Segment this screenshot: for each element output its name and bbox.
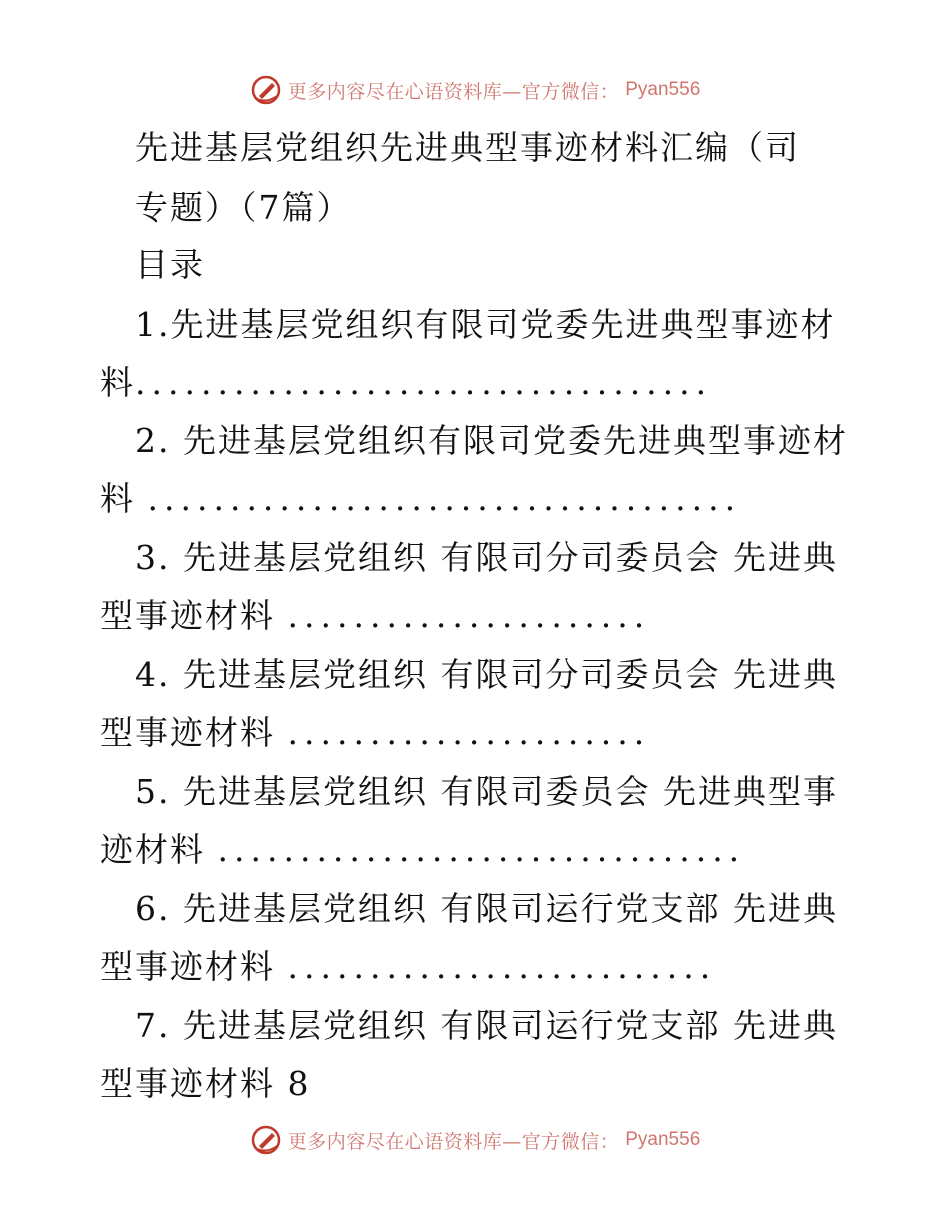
watermark-handle: Pyan556 xyxy=(625,79,701,100)
toc-entry-7-second[interactable]: 型事迹材料 8 xyxy=(100,1064,311,1103)
watermark-text: 更多内容尽在心语资料库—官方微信： xyxy=(287,1130,620,1153)
toc-entry-4-second[interactable]: 型事迹材料 ...................... xyxy=(100,713,651,752)
toc-entry-1-second[interactable]: 料................................... xyxy=(100,363,713,402)
toc-entry-6-second[interactable]: 型事迹材料 .......................... xyxy=(100,947,717,986)
toc-entry-1-first[interactable]: 1.先进基层党组织有限司党委先进典型事迹材 xyxy=(135,305,836,344)
toc-entry-2-first[interactable]: 2. 先进基层党组织有限司党委先进典型事迹材 xyxy=(135,421,848,460)
toc-entry-7-first[interactable]: 7. 先进基层党组织 有限司运行党支部 先进典 xyxy=(135,1006,838,1045)
footer-watermark xyxy=(0,1120,950,1160)
toc-entry-6-first[interactable]: 6. 先进基层党组织 有限司运行党支部 先进典 xyxy=(135,889,838,928)
logo-icon xyxy=(250,74,282,106)
doc-title-line-1: 先进基层党组织先进典型事迹材料汇编（司 xyxy=(135,128,800,167)
toc-entry-3-first[interactable]: 3. 先进基层党组织 有限司分司委员会 先进典 xyxy=(135,538,838,577)
doc-title-line-2: 专题）（7篇） xyxy=(135,188,352,227)
toc-entry-5-second[interactable]: 迹材料 ................................ xyxy=(100,830,746,869)
toc-heading: 目录 xyxy=(135,245,205,284)
toc-entry-4-first[interactable]: 4. 先进基层党组织 有限司分司委员会 先进典 xyxy=(135,655,838,694)
header-watermark xyxy=(0,70,950,110)
watermark-text: 更多内容尽在心语资料库—官方微信： xyxy=(287,80,620,103)
logo-icon xyxy=(250,1124,282,1156)
toc-entry-3-second[interactable]: 型事迹材料 ...................... xyxy=(100,596,651,635)
toc-entry-2-second[interactable]: 料 .................................... xyxy=(100,479,742,518)
toc-entry-5-first[interactable]: 5. 先进基层党组织 有限司委员会 先进典型事 xyxy=(135,772,838,811)
watermark-handle: Pyan556 xyxy=(625,1129,701,1150)
